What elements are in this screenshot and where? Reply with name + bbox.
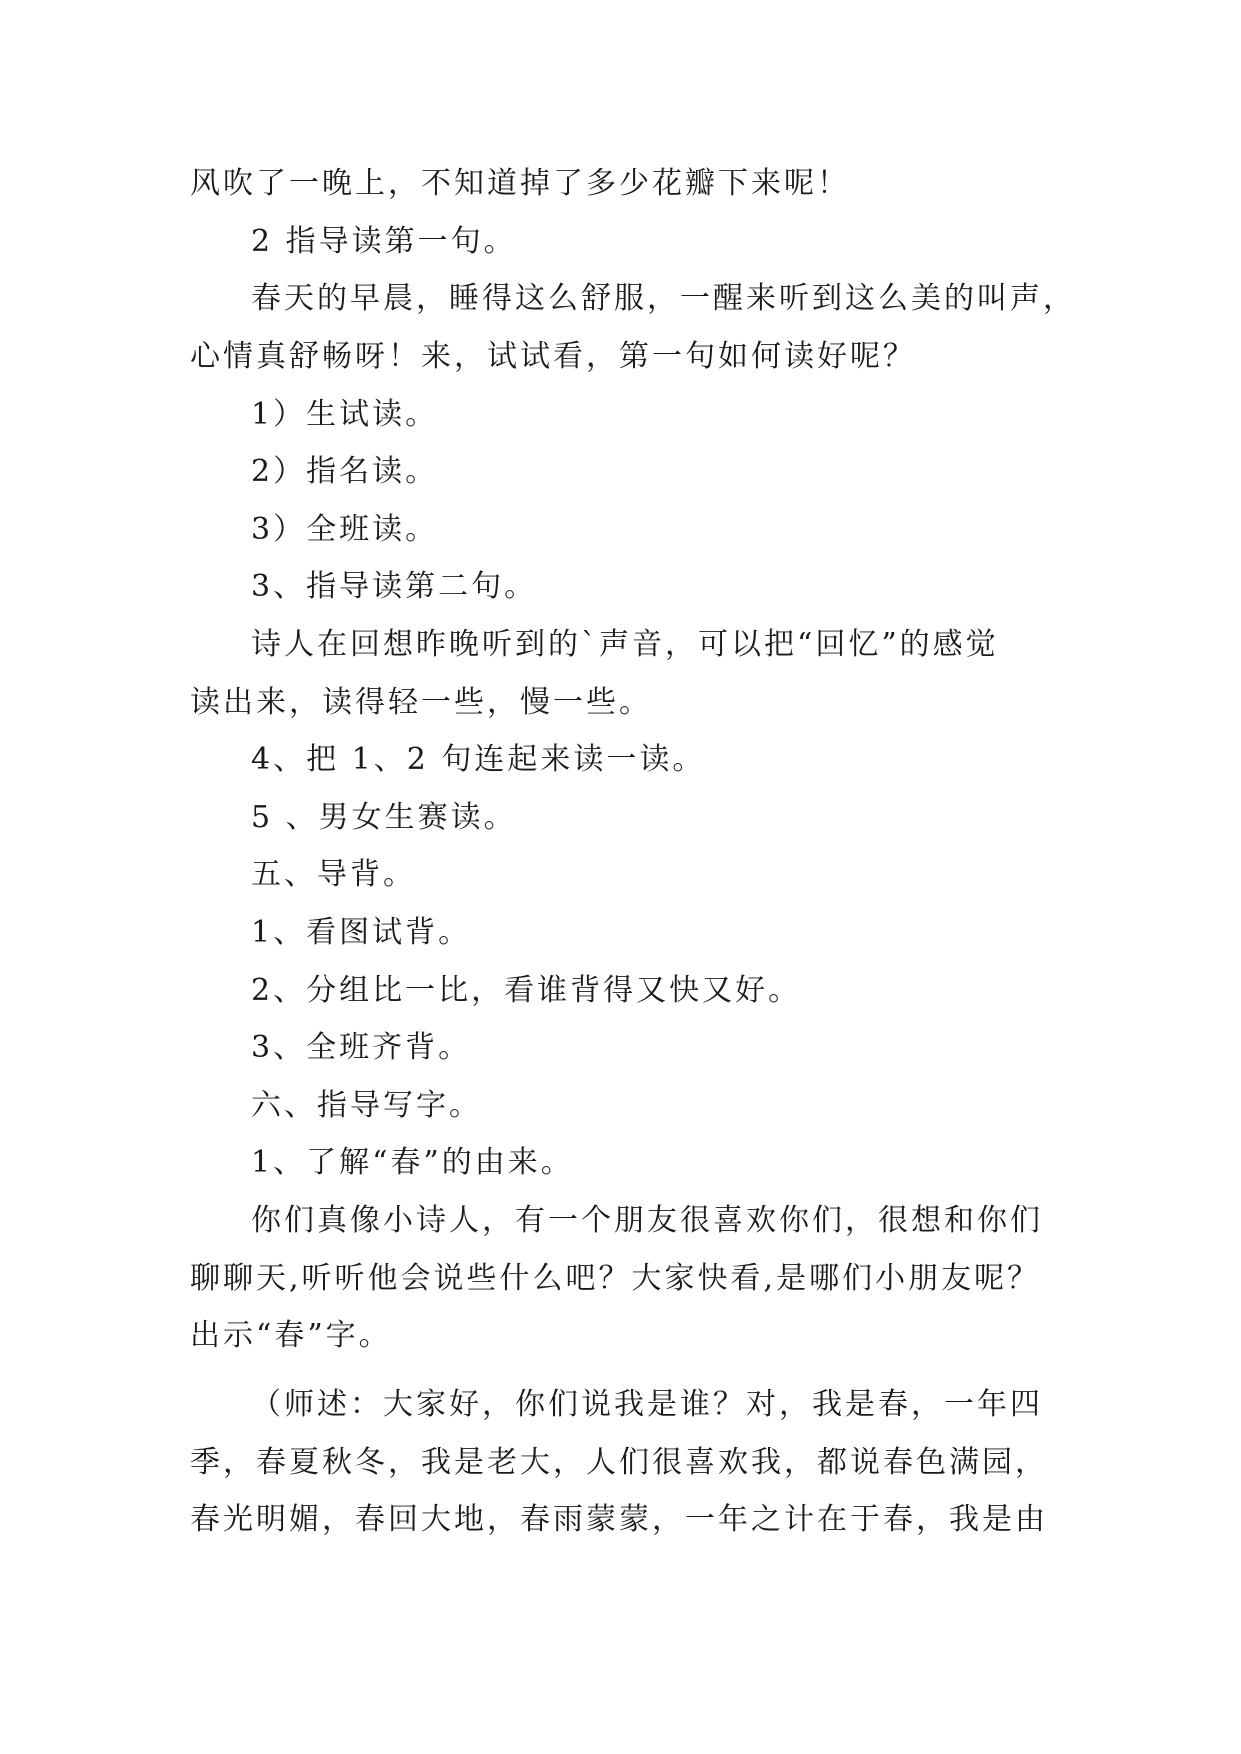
text-line: 5 、男女生赛读。 bbox=[251, 800, 517, 835]
text-line: 心情真舒畅呀！来，试试看，第一句如何读好呢？ bbox=[190, 339, 916, 374]
text-line: 出示“春”字。 bbox=[190, 1318, 392, 1353]
text-line: 风吹了一晚上，不知道掉了多少花瓣下来呢！ bbox=[190, 166, 850, 201]
text-line: 1、了解“春”的由来。 bbox=[251, 1145, 574, 1180]
text-line: 1）生试读。 bbox=[251, 397, 439, 432]
text-line: 你们真像小诗人，有一个朋友很喜欢你们，很想和你们 bbox=[251, 1203, 1043, 1238]
text-line: 五、导背。 bbox=[251, 857, 416, 892]
text-line: （师述：大家好，你们说我是谁？对，我是春，一年四 bbox=[251, 1387, 1043, 1422]
text-line: 读出来，读得轻一些，慢一些。 bbox=[190, 685, 652, 720]
text-line: 2 指导读第一句。 bbox=[251, 224, 517, 259]
text-line: 诗人在回想昨晚听到的`声音，可以把“回忆”的感觉 bbox=[251, 627, 999, 662]
text-line: 聊聊天,听听他会说些什么吧？大家快看,是哪们小朋友呢？ bbox=[190, 1261, 1041, 1296]
text-line: 3、全班齐背。 bbox=[251, 1030, 472, 1065]
text-line: 3、指导读第二句。 bbox=[251, 569, 538, 604]
text-line: 春光明媚，春回大地，春雨蒙蒙，一年之计在于春，我是由 bbox=[190, 1502, 1048, 1537]
text-line: 2、分组比一比，看谁背得又快又好。 bbox=[251, 973, 802, 1008]
text-line: 3）全班读。 bbox=[251, 512, 439, 547]
text-line: 4、把 1、2 句连起来读一读。 bbox=[251, 742, 706, 777]
text-line: 六、指导写字。 bbox=[251, 1088, 482, 1123]
text-line: 春天的早晨，睡得这么舒服，一醒来听到这么美的叫声， bbox=[251, 281, 1076, 316]
text-line: 季，春夏秋冬，我是老大，人们很喜欢我，都说春色满园， bbox=[190, 1445, 1048, 1480]
text-line: 1、看图试背。 bbox=[251, 915, 472, 950]
text-line: 2）指名读。 bbox=[251, 454, 439, 489]
